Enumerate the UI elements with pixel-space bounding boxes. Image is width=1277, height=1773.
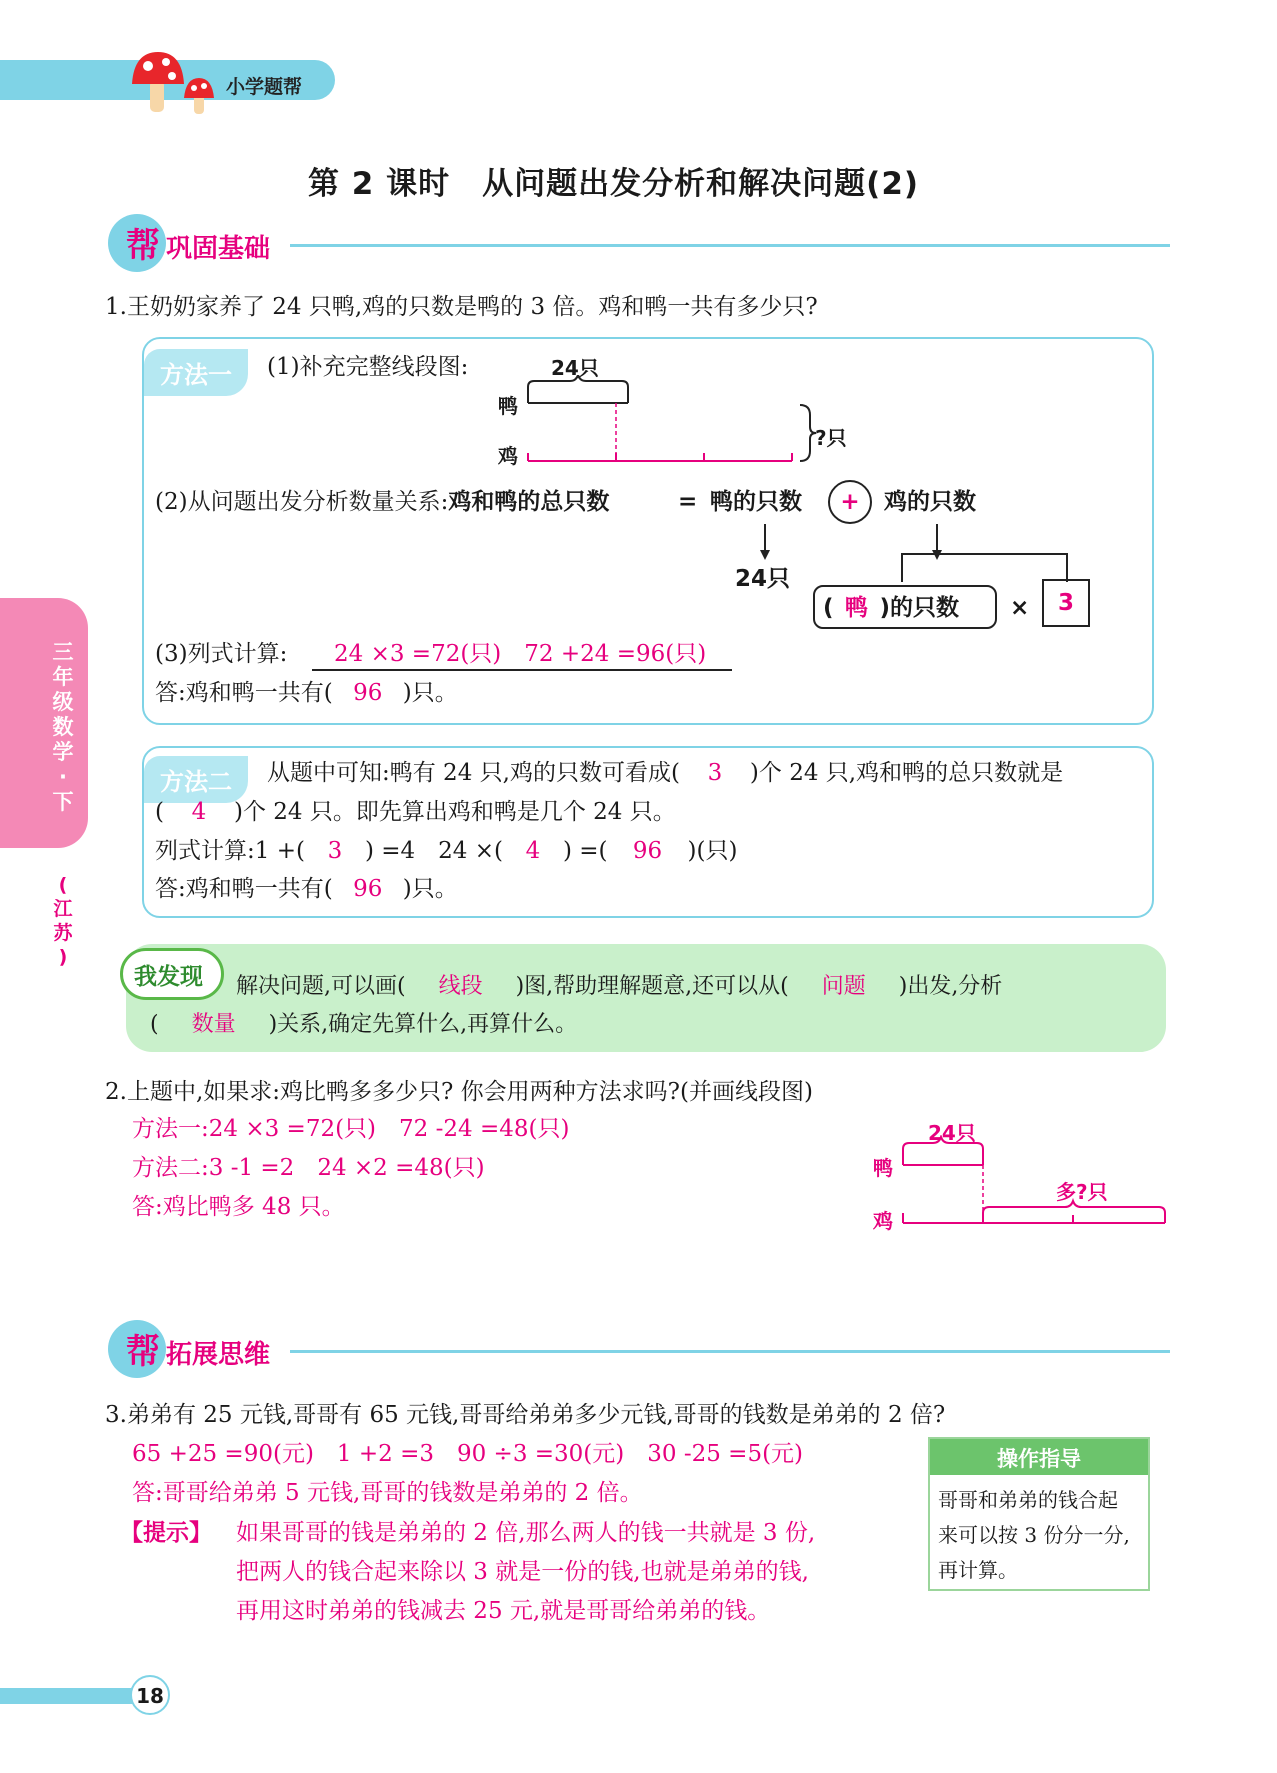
diagram2-segments [895, 1135, 1175, 1230]
diagram2-duck-label: 鸭 [873, 1156, 893, 1180]
method2-line2: ( 4 )个 24 只。即先算出鸡和鸭是几个 24 只。 [155, 799, 676, 825]
q2-text: 2.上题中,如果求:鸡比鸭多多少只? 你会用两种方法求吗?(并画线段图) [105, 1079, 813, 1105]
section2-title: 拓展思维 [166, 1340, 271, 1370]
diagram2-chicken-label: 鸡 [873, 1209, 893, 1233]
diagram1-segments [520, 375, 820, 470]
mushroom-logo-icon [128, 46, 223, 116]
method2-calc: 列式计算:1 +( 3 ) =4 24 ×( 4 ) =( 96 )(只) [155, 838, 738, 864]
equals-sign: = [678, 489, 698, 515]
discover-label: 我发现 [134, 964, 203, 990]
brand-name: 小学题帮 [226, 76, 303, 98]
q2-method1: 方法一:24 ×3 =72(只) 72 -24 =48(只) [132, 1116, 570, 1142]
side-tab-grade: 三 年 级 数 学 · 下 [52, 640, 74, 814]
chicken-term-text: ( 鸭 )的只数 [823, 595, 960, 621]
method2-tag: 方法二 [144, 756, 248, 803]
side-tab-region: ( 江 苏 ) [53, 874, 73, 968]
q3-hint-label: 【提示】 [120, 1520, 212, 1546]
chicken-count-term: 鸡的只数 [884, 489, 976, 515]
discover-line2: ( 数量 )关系,确定先算什么,再算什么。 [150, 1012, 578, 1037]
section1-divider [290, 244, 1170, 247]
q3-hint-line1: 如果哥哥的钱是弟弟的 2 倍,那么两人的钱一共就是 3 份, [236, 1520, 816, 1546]
method1-step2: (2)从问题出发分析数量关系:鸡和鸭的总只数 [155, 489, 610, 515]
q3-hint-line3: 再用这时弟弟的钱减去 25 元,就是哥哥给弟弟的钱。 [236, 1598, 771, 1624]
plus-sign: + [840, 489, 860, 515]
q2-method2: 方法二:3 -1 =2 24 ×2 =48(只) [132, 1155, 485, 1181]
q1-text: 1.王奶奶家养了 24 只鸭,鸡的只数是鸭的 3 倍。鸡和鸭一共有多少只? [105, 294, 818, 320]
diagram2-top-label: 24只 [928, 1121, 976, 1145]
times-sign: × [1010, 595, 1030, 621]
method1-step3-calc: 24 ×3 =72(只) 72 +24 =96(只) [334, 641, 707, 667]
diagram1-duck-label: 鸭 [498, 394, 518, 418]
diagram1-chicken-label: 鸡 [498, 444, 518, 468]
lesson-title: 第 2 课时 从问题出发分析和解决问题(2) [308, 166, 920, 202]
section1-title: 巩固基础 [166, 234, 271, 264]
duck-value-label: 24只 [735, 566, 791, 592]
section2-bang: 帮 [126, 1332, 160, 1372]
method2-answer: 答:鸡和鸭一共有( 96 )只。 [155, 876, 458, 902]
guide-line2: 来可以按 3 份分一分, [938, 1523, 1130, 1547]
q3-answer: 答:哥哥给弟弟 5 元钱,哥哥的钱数是弟弟的 2 倍。 [132, 1480, 643, 1506]
q2-answer: 答:鸡比鸭多 48 只。 [132, 1194, 345, 1220]
method1-answer: 答:鸡和鸭一共有( 96 )只。 [155, 680, 458, 706]
page-number-bar [0, 1688, 140, 1704]
diagram2-more-label: 多?只 [1056, 1180, 1108, 1204]
q3-text: 3.弟弟有 25 元钱,哥哥有 65 元钱,哥哥给弟弟多少元钱,哥哥的钱数是弟弟的 2 倍? [105, 1402, 946, 1428]
method2-line1: 从题中可知:鸭有 24 只,鸡的只数可看成( 3 )个 24 只,鸡和鸭的总只数就是 [267, 760, 1064, 786]
guide-line1: 哥哥和弟弟的钱合起 [938, 1488, 1118, 1512]
section1-bang: 帮 [126, 226, 160, 266]
step3-underline [312, 669, 732, 671]
section2-divider [290, 1350, 1170, 1353]
method1-step3-label: (3)列式计算: [155, 641, 288, 667]
q3-hint-line2: 把两人的钱合起来除以 3 就是一份的钱,也就是弟弟的钱, [236, 1559, 809, 1585]
diagram1-top-label: 24只 [551, 356, 599, 380]
method1-tag: 方法一 [144, 349, 248, 396]
page-number: 18 [136, 1684, 164, 1708]
discover-line1: 解决问题,可以画( 线段 )图,帮助理解题意,还可以从( 问题 )出发,分析 [236, 974, 1003, 999]
q3-calc: 65 +25 =90(元) 1 +2 =3 90 ÷3 =30(元) 30 -25 =5(元) [132, 1441, 804, 1467]
analysis-arrows [740, 520, 1080, 590]
diagram1-total-label: ?只 [815, 426, 847, 450]
guide-line3: 再计算。 [938, 1558, 1018, 1582]
method1-step1: (1)补充完整线段图: [267, 354, 469, 380]
guide-title: 操作指导 [997, 1447, 1081, 1471]
multiplier-value: 3 [1057, 590, 1074, 616]
duck-count-term: 鸭的只数 [710, 489, 802, 515]
